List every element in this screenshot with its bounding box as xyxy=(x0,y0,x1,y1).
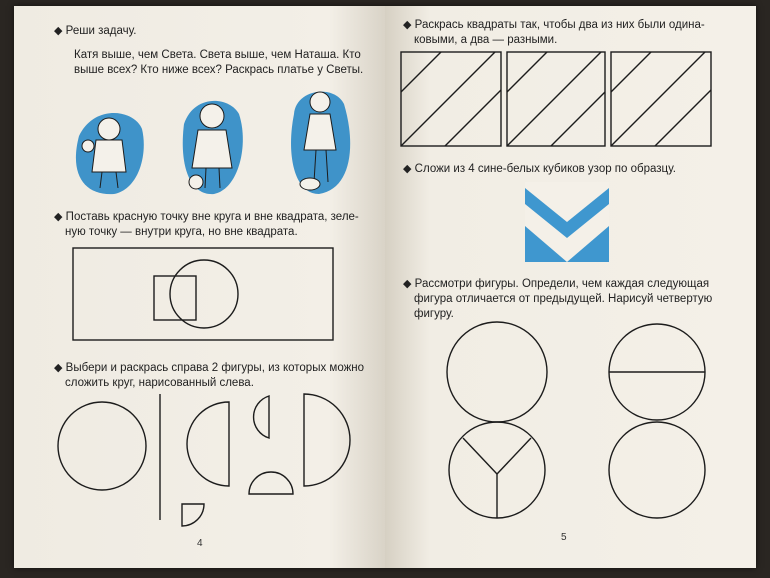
task6-line-2: фигура отличается от предыдущей. Нарисуй четвертую xyxy=(414,293,713,305)
square-2 xyxy=(507,52,605,146)
square-1 xyxy=(401,52,501,146)
page-number-right: 5 xyxy=(561,532,567,543)
circle-shape xyxy=(170,260,238,328)
circle-square-figure xyxy=(14,244,385,354)
diamond-bullet-icon: ◆ xyxy=(54,211,63,223)
diamond-bullet-icon: ◆ xyxy=(54,362,63,374)
task1-text-line-2: выше всех? Кто ниже всех? Раскрась платье у Светы. xyxy=(74,64,364,76)
square-shape xyxy=(154,276,196,320)
diamond-bullet-icon: ◆ xyxy=(403,163,412,175)
diamond-bullet-icon: ◆ xyxy=(54,25,63,37)
whole-circle xyxy=(58,402,146,490)
girls-illustration xyxy=(14,84,385,204)
circle-4-blank xyxy=(609,422,705,518)
right-page xyxy=(385,6,756,568)
diamond-bullet-icon: ◆ xyxy=(403,19,412,31)
circle-parts-figure xyxy=(14,386,385,526)
task3-line-1: ◆ Выбери и раскрась справа 2 фигуры, из которых можно xyxy=(54,362,365,374)
task1-text-line-1: Катя выше, чем Света. Света выше, чем Наташа. Кто xyxy=(74,49,361,61)
square-3 xyxy=(611,52,711,146)
task1-title: ◆ Реши задачу. xyxy=(54,25,137,37)
circle-3-three-sections xyxy=(449,422,545,518)
book-spread xyxy=(14,6,756,568)
circle-2-one-line xyxy=(609,324,705,420)
piece-large-left xyxy=(187,402,229,486)
piece-half-right xyxy=(304,394,350,486)
circles-sequence-figure xyxy=(385,316,756,536)
outer-rectangle xyxy=(73,248,333,340)
task3-line-2: сложить круг, нарисованный слева. xyxy=(65,377,254,389)
page-number-left: 4 xyxy=(197,538,203,549)
task2-line-2: ную точку — внутри круга, но вне квадрата. xyxy=(65,226,298,238)
task4-line-2: ковыми, а два — разными. xyxy=(414,34,558,46)
task2-line-1: ◆ Поставь красную точку вне круга и вне квадрата, зеле- xyxy=(54,211,359,223)
piece-quarter-bottom xyxy=(182,504,204,526)
piece-half-bottom xyxy=(249,472,293,494)
cube-pattern-sample xyxy=(525,182,609,262)
diamond-bullet-icon: ◆ xyxy=(403,278,412,290)
task5-line-1: ◆ Сложи из 4 сине-белых кубиков узор по образцу. xyxy=(403,163,676,175)
left-page xyxy=(14,6,385,568)
striped-squares-figure xyxy=(385,50,756,150)
circle-1-plain xyxy=(447,322,547,422)
task6-line-3: фигуру. xyxy=(414,308,454,320)
task6-line-1: ◆ Рассмотри фигуры. Определи, чем каждая следующая xyxy=(403,278,710,290)
piece-quarter-small xyxy=(254,396,269,438)
task4-line-1: ◆ Раскрась квадраты так, чтобы два из них были одина- xyxy=(403,19,705,31)
